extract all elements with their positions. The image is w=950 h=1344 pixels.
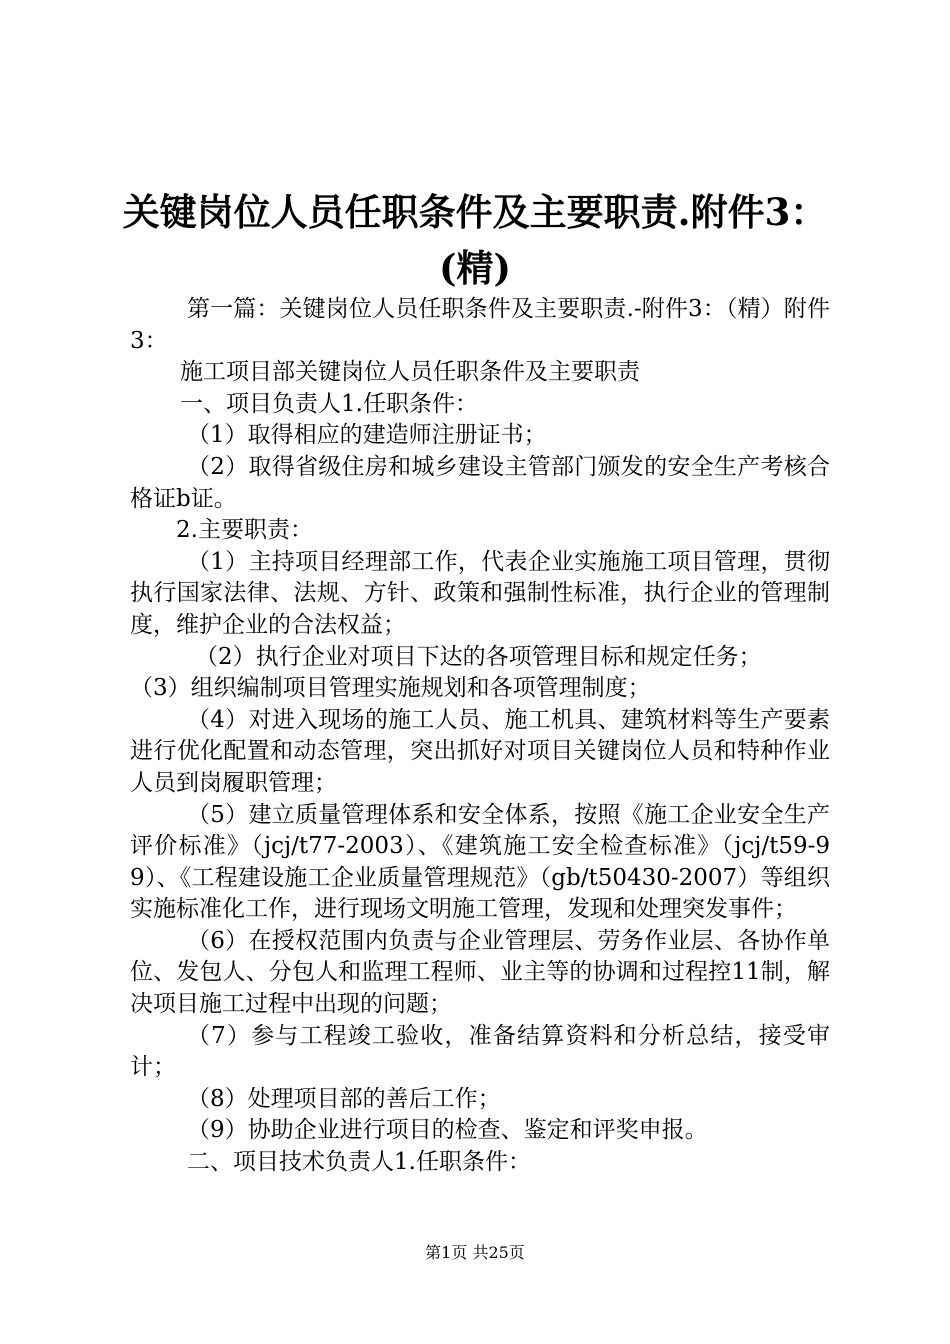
paragraph: 第一篇：关键岗位人员任职条件及主要职责.-附件3：（精）附件3： — [130, 296, 830, 354]
paragraph: （5）建立质量管理体系和安全体系，按照《施工企业安全生产评价标准》（jcj/t77-2003）、《建筑施工安全检查标准》（jcj/t59-99）、《工程建设施工企业质量管理规范》（gb/t50430-2007）等组织实施标准化工作，进行现场文明施工管理，发现和处理突发事件； — [130, 801, 830, 923]
paragraph: （1）取得相应的建造师注册证书； — [187, 422, 547, 449]
paragraph: （1）主持项目经理部工作，代表企业实施施工项目管理，贯彻执行国家法律、法规、方针、政策和强制性标准，执行企业的管理制度，维护企业的合法权益； — [130, 548, 830, 638]
document-body — [130, 294, 830, 1179]
paragraph: 施工项目部关键岗位人员任职条件及主要职责 — [180, 359, 640, 386]
paragraph: 一、项目负责人1.任职条件： — [180, 390, 478, 417]
document-title-line2: (精) — [438, 246, 511, 290]
page-footer: 第1页 共25页 — [425, 1243, 525, 1262]
paragraph: （2）取得省级住房和城乡建设主管部门颁发的安全生产考核合格证b证。 — [130, 453, 830, 512]
paragraph: （2）执行企业对项目下达的各项管理目标和规定任务； — [195, 643, 762, 670]
paragraph: （6）在授权范围内负责与企业管理层、劳务作业层、各协作单位、发包人、分包人和监理工程师、业主等的协调和过程控11制，解决项目施工过程中出现的问题； — [130, 927, 830, 1018]
paragraph: （9）协助企业进行项目的检查、鉴定和评奖申报。 — [187, 1117, 708, 1144]
paragraph: 2.主要职责： — [176, 517, 313, 544]
document-title-line1: 关键岗位人员任职条件及主要职责.附件3： — [122, 190, 828, 234]
paragraph: （8）处理项目部的善后工作； — [187, 1085, 501, 1112]
paragraph: （4）对进入现场的施工人员、施工机具、建筑材料等生产要素进行优化配置和动态管理，突出抓好对项目关键岗位人员和特种作业人员到岗履职管理； — [130, 706, 830, 796]
paragraph: 二、项目技术负责人1.任职条件： — [187, 1149, 531, 1176]
paragraph: （3）组织编制项目管理实施规划和各项管理制度； — [130, 675, 651, 702]
paragraph: （7）参与工程竣工验收，准备结算资料和分析总结，接受审计； — [130, 1022, 830, 1081]
